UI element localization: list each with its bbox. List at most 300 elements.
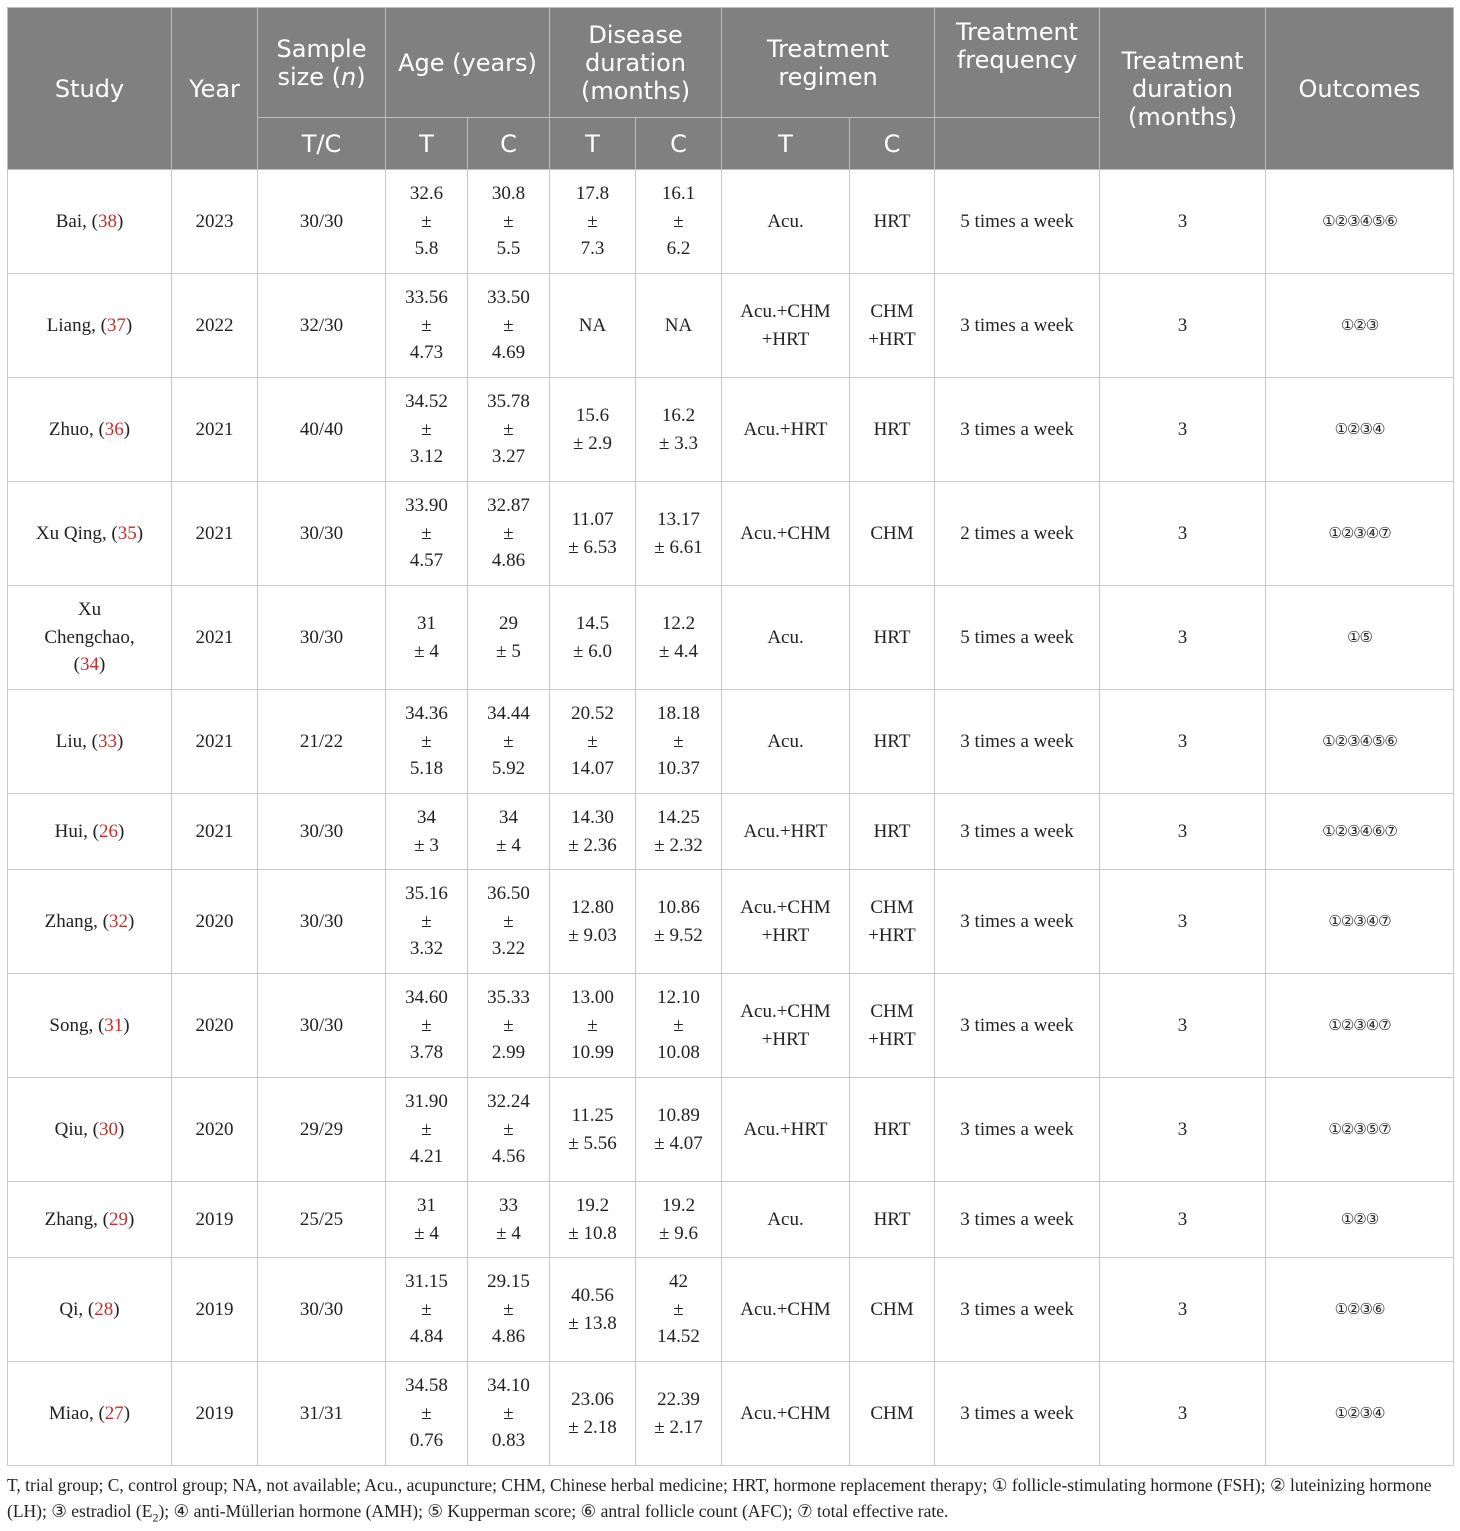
study-citation	[45, 1209, 135, 1230]
regimen-t-cell	[722, 1258, 850, 1362]
study-author: Miao, (	[48, 1402, 105, 1424]
duration-c-cell	[636, 378, 722, 482]
sample-size-cell: 30/30	[258, 170, 386, 274]
table-row	[8, 794, 1454, 870]
duration-t-cell	[550, 378, 636, 482]
regimen-t-cell-line: +HRT	[761, 328, 810, 350]
sample-size-cell: 30/30	[258, 482, 386, 586]
regimen-c-cell-line: HRT	[873, 418, 911, 440]
duration-c-cell-line: 10.08	[657, 1042, 700, 1064]
age-c-cell-line: ±	[503, 522, 514, 544]
regimen-c-cell-line: HRT	[873, 210, 911, 232]
age-t-cell-line: 4.84	[409, 1326, 444, 1348]
regimen-c-cell	[850, 1078, 935, 1182]
frequency-cell: 3 times a week	[935, 690, 1100, 794]
study-close-paren: )	[118, 1118, 125, 1140]
duration-t-cell-line: 15.6	[575, 405, 610, 426]
subheader-freq-blank	[935, 118, 1100, 170]
outcomes-cell: ①②③⑥	[1266, 1258, 1454, 1362]
outcomes-cell: ①②③④⑦	[1266, 974, 1454, 1078]
regimen-t-cell-line: Acu.+CHM	[740, 301, 831, 322]
col-header-treatment-regimen: Treatment regimen	[722, 8, 935, 118]
age-c-cell-line: ± 4	[496, 1222, 521, 1244]
duration-c-cell-line: NA	[664, 314, 693, 336]
age-t-cell	[386, 378, 468, 482]
regimen-c-cell-line: CHM	[870, 897, 914, 918]
outcomes-cell: ①②③④⑤⑥	[1266, 170, 1454, 274]
regimen-c-cell-line: HRT	[873, 820, 911, 842]
treatment-duration-cell: 3	[1100, 1182, 1266, 1258]
age-c-cell-line: 29	[499, 613, 518, 634]
age-c-cell	[468, 170, 550, 274]
study-author: Song, (	[49, 1014, 105, 1036]
reference-link[interactable]: 36	[104, 418, 124, 440]
regimen-c-cell	[850, 690, 935, 794]
subheader-dur-c: C	[636, 118, 722, 170]
age-c-cell-line: ±	[503, 418, 514, 440]
duration-t-cell	[550, 794, 636, 870]
study-cell	[8, 1258, 172, 1362]
study-author: Zhuo, (	[48, 418, 105, 440]
duration-t-cell-line: ± 5.56	[568, 1132, 617, 1154]
table-footnote: T, trial group; C, control group; NA, not available; Acu., acupuncture; CHM, Chinese herbal medicine; HRT, hormone replacement therapy; ① follicle-stimulating hormone (FSH); ② luteinizing hormone (LH); ③ estradiol $(E_2)$; ④ anti-Müllerian hormone (AMH); ⑤ Kupperman score; ⑥ antral follicle count (AFC); ⑦ total effective rate.	[7, 1475, 1432, 1525]
study-author-line: Chengchao,	[44, 626, 135, 648]
study-cell	[8, 482, 172, 586]
treatment-duration-cell: 3	[1100, 690, 1266, 794]
frequency-cell: 3 times a week	[935, 794, 1100, 870]
regimen-t-cell	[722, 870, 850, 974]
duration-c-cell-line: ± 2.17	[654, 1416, 703, 1438]
age-c-cell	[468, 794, 550, 870]
reference-link[interactable]: 29	[109, 1208, 129, 1230]
outcomes-cell: ①②③④⑦	[1266, 482, 1454, 586]
subheader-tc: T/C	[258, 118, 386, 170]
duration-t-cell-line: ± 2.9	[573, 432, 612, 454]
age-c-cell	[468, 690, 550, 794]
age-c-cell	[468, 1258, 550, 1362]
age-t-cell-line: 33.90	[405, 495, 448, 517]
study-close-paren: )	[99, 654, 106, 676]
duration-c-cell-line: 10.37	[657, 758, 700, 780]
age-c-cell-line: 0.83	[491, 1430, 526, 1452]
outcomes-cell: ①②③	[1266, 1182, 1454, 1258]
age-t-cell-line: ± 3	[414, 834, 439, 856]
duration-c-cell-line: ± 3.3	[659, 432, 698, 454]
study-close-paren: )	[125, 314, 133, 336]
age-t-cell-line: 3.78	[409, 1042, 444, 1064]
duration-c-cell-line: 6.2	[666, 238, 691, 260]
age-c-cell-line: ±	[503, 1014, 514, 1036]
duration-c-cell-line: ± 6.61	[654, 536, 703, 558]
col-header-sample-size: Sample size (n)	[258, 8, 386, 118]
regimen-t-cell-line: Acu.+CHM	[740, 897, 831, 918]
frequency-cell: 5 times a week	[935, 170, 1100, 274]
frequency-cell: 5 times a week	[935, 586, 1100, 690]
age-t-cell-line: 5.8	[414, 238, 439, 260]
duration-c-cell	[636, 870, 722, 974]
duration-c-cell-line: ±	[673, 1298, 684, 1320]
regimen-t-cell-line: Acu.+CHM	[740, 1402, 831, 1424]
regimen-c-cell-line: HRT	[873, 730, 911, 752]
duration-t-cell-line: 19.2	[575, 1195, 610, 1216]
frequency-cell: 3 times a week	[935, 870, 1100, 974]
duration-t-cell-line: 23.06	[571, 1389, 614, 1410]
age-c-cell-line: 34	[499, 807, 518, 828]
regimen-c-cell	[850, 378, 935, 482]
duration-t-cell-line: ±	[587, 210, 598, 232]
study-citation	[74, 654, 106, 675]
subheader-dur-t: T	[550, 118, 636, 170]
table-row	[8, 690, 1454, 794]
study-cell	[8, 378, 172, 482]
regimen-c-cell	[850, 170, 935, 274]
duration-t-cell-line: 17.8	[575, 183, 610, 205]
sample-size-cell: 30/30	[258, 1258, 386, 1362]
age-t-cell-line: ±	[421, 910, 432, 932]
reference-link[interactable]: 38	[97, 210, 117, 232]
duration-c-cell-line: 12.10	[657, 987, 700, 1009]
age-t-cell-line: 32.6	[409, 183, 444, 205]
regimen-c-cell-line: CHM	[870, 522, 914, 544]
regimen-c-cell	[850, 482, 935, 586]
age-t-cell-line: 34.60	[405, 987, 448, 1009]
year-cell: 2021	[172, 794, 258, 870]
reference-link[interactable]: 28	[94, 1298, 114, 1320]
duration-t-cell	[550, 586, 636, 690]
col-header-treatment-duration: Treatment duration (months)	[1100, 8, 1266, 170]
regimen-c-cell	[850, 586, 935, 690]
duration-c-cell-line: 13.17	[657, 509, 700, 530]
duration-t-cell	[550, 974, 636, 1078]
reference-link[interactable]: 32	[109, 910, 129, 932]
age-t-cell-line: 35.16	[405, 883, 448, 905]
regimen-t-cell	[722, 1362, 850, 1466]
regimen-c-cell-line: CHM	[870, 1402, 914, 1424]
duration-t-cell-line: 14.07	[571, 758, 614, 780]
outcomes-cell: ①⑤	[1266, 586, 1454, 690]
age-c-cell	[468, 974, 550, 1078]
age-c-cell-line: ± 5	[496, 640, 521, 662]
study-author: Bai, (	[55, 210, 98, 232]
regimen-t-cell-line: Acu.+CHM	[740, 1298, 831, 1320]
study-author: Qi, (	[59, 1298, 95, 1320]
regimen-t-cell-line: Acu.	[767, 626, 804, 648]
age-t-cell-line: ±	[421, 1014, 432, 1036]
regimen-c-cell-line: CHM	[870, 1298, 914, 1320]
col-header-year: Year	[172, 8, 258, 170]
age-t-cell-line: 34.52	[405, 391, 448, 413]
table-row	[8, 1078, 1454, 1182]
subheader-reg-t: T	[722, 118, 850, 170]
regimen-c-cell-line: HRT	[873, 626, 911, 648]
age-t-cell-line: 5.18	[409, 758, 444, 780]
age-t-cell-line: ±	[421, 1298, 432, 1320]
age-c-cell-line: ±	[503, 1118, 514, 1140]
regimen-t-cell-line: Acu.	[767, 730, 804, 752]
outcomes-cell: ①②③④⑥⑦	[1266, 794, 1454, 870]
study-author: Liu, (	[55, 730, 98, 752]
duration-t-cell-line: 10.99	[571, 1042, 614, 1064]
age-t-cell-line: 3.12	[409, 446, 444, 468]
age-c-cell	[468, 482, 550, 586]
study-cell	[8, 974, 172, 1078]
study-citation	[56, 211, 124, 232]
age-t-cell-line: 31	[417, 613, 436, 634]
age-t-cell-line: ±	[421, 522, 432, 544]
treatment-duration-cell: 3	[1100, 1258, 1266, 1362]
frequency-cell: 3 times a week	[935, 1362, 1100, 1466]
duration-c-cell	[636, 274, 722, 378]
year-cell: 2019	[172, 1362, 258, 1466]
age-t-cell-line: ±	[421, 730, 432, 752]
table-container	[7, 7, 1453, 1531]
duration-t-cell-line: 7.3	[580, 238, 605, 260]
age-c-cell-line: 30.8	[491, 183, 526, 205]
reference-link[interactable]: 30	[99, 1118, 118, 1140]
regimen-c-cell	[850, 274, 935, 378]
regimen-t-cell	[722, 586, 850, 690]
frequency-cell: 3 times a week	[935, 378, 1100, 482]
duration-c-cell-line: 14.52	[657, 1326, 700, 1348]
age-t-cell-line: ±	[421, 210, 432, 232]
treatment-duration-cell: 3	[1100, 378, 1266, 482]
treatment-duration-cell: 3	[1100, 1362, 1266, 1466]
col-header-age: Age (years)	[386, 8, 550, 118]
age-c-cell-line: ±	[503, 314, 514, 336]
age-t-cell	[386, 690, 468, 794]
duration-c-cell-line: 16.2	[661, 405, 696, 426]
duration-t-cell-line: ± 2.36	[568, 834, 617, 856]
age-t-cell	[386, 482, 468, 586]
age-c-cell-line: 4.56	[491, 1146, 526, 1168]
duration-c-cell-line: ±	[673, 210, 684, 232]
duration-c-cell-line: ±	[673, 1014, 684, 1036]
study-close-paren: )	[123, 1014, 130, 1036]
duration-c-cell-line: 22.39	[657, 1389, 700, 1410]
treatment-duration-cell: 3	[1100, 274, 1266, 378]
duration-c-cell-line: 16.1	[661, 183, 696, 205]
age-t-cell	[386, 870, 468, 974]
age-c-cell-line: 36.50	[487, 883, 530, 905]
regimen-c-cell-line: HRT	[873, 1208, 911, 1230]
age-t-cell-line: 0.76	[409, 1430, 444, 1452]
regimen-t-cell-line: Acu.	[767, 1208, 804, 1230]
frequency-cell: 3 times a week	[935, 1258, 1100, 1362]
study-author: Zhang, (	[44, 910, 110, 932]
duration-c-cell	[636, 482, 722, 586]
reference-link[interactable]: 35	[117, 522, 137, 544]
duration-t-cell-line: 12.80	[571, 897, 614, 918]
age-t-cell-line: 34.58	[405, 1375, 448, 1397]
study-cell	[8, 794, 172, 870]
table-row	[8, 1182, 1454, 1258]
table-row	[8, 974, 1454, 1078]
regimen-t-cell-line: +HRT	[761, 924, 810, 946]
regimen-t-cell-line: Acu.+HRT	[743, 418, 828, 440]
age-t-cell-line: 4.21	[409, 1146, 444, 1168]
age-c-cell-line: 4.69	[491, 342, 526, 364]
age-t-cell-line: 4.57	[409, 550, 444, 572]
age-t-cell-line: ±	[421, 314, 432, 336]
year-cell: 2022	[172, 274, 258, 378]
age-t-cell	[386, 974, 468, 1078]
year-cell: 2021	[172, 378, 258, 482]
age-t-cell	[386, 1078, 468, 1182]
age-t-cell-line: ±	[421, 1402, 432, 1424]
reference-link[interactable]: 37	[106, 314, 126, 336]
reference-link[interactable]: 34	[80, 654, 99, 676]
duration-t-cell-line: ±	[587, 730, 598, 752]
duration-t-cell-line: 14.5	[575, 613, 610, 634]
duration-t-cell-line: 11.25	[571, 1105, 614, 1126]
age-c-cell-line: 5.92	[491, 758, 526, 780]
age-c-cell-line: 33	[499, 1195, 518, 1216]
study-close-paren: )	[128, 910, 135, 932]
age-t-cell-line: ± 4	[414, 640, 439, 662]
subheader-reg-c: C	[850, 118, 935, 170]
study-close-paren: )	[116, 210, 124, 232]
duration-t-cell-line: ± 6.0	[573, 640, 612, 662]
duration-t-cell	[550, 274, 636, 378]
regimen-c-cell	[850, 1258, 935, 1362]
table-row	[8, 1362, 1454, 1466]
outcomes-cell: ①②③④	[1266, 378, 1454, 482]
reference-link[interactable]: 26	[99, 820, 118, 842]
table-row	[8, 274, 1454, 378]
frequency-cell: 2 times a week	[935, 482, 1100, 586]
treatment-duration-cell: 3	[1100, 794, 1266, 870]
col-header-disease-duration: Disease duration (months)	[550, 8, 722, 118]
study-cell	[8, 690, 172, 794]
year-cell: 2020	[172, 870, 258, 974]
age-c-cell-line: ±	[503, 910, 514, 932]
study-author: Liang, (	[46, 314, 107, 336]
data-table	[7, 7, 1454, 1466]
duration-t-cell-line: 20.52	[571, 703, 614, 725]
study-cell	[8, 870, 172, 974]
duration-t-cell	[550, 690, 636, 794]
study-author: Zhang, (	[44, 1208, 110, 1230]
regimen-c-cell	[850, 1182, 935, 1258]
outcomes-cell: ①②③④	[1266, 1362, 1454, 1466]
table-row	[8, 1258, 1454, 1362]
sample-size-cell: 30/30	[258, 974, 386, 1078]
duration-t-cell-line: 13.00	[571, 987, 614, 1009]
frequency-cell: 3 times a week	[935, 974, 1100, 1078]
duration-c-cell-line: ± 9.6	[659, 1222, 698, 1244]
duration-t-cell-line: ± 10.8	[568, 1222, 617, 1244]
age-c-cell-line: ±	[503, 1298, 514, 1320]
study-cell	[8, 1182, 172, 1258]
regimen-t-cell-line: Acu.	[767, 210, 804, 232]
regimen-t-cell-line: Acu.+CHM	[740, 522, 831, 544]
table-row	[8, 482, 1454, 586]
age-t-cell	[386, 586, 468, 690]
sample-size-cell: 40/40	[258, 378, 386, 482]
study-cell	[8, 274, 172, 378]
age-c-cell	[468, 1182, 550, 1258]
duration-t-cell-line: 14.30	[571, 807, 614, 828]
study-author: Hui, (	[54, 820, 99, 842]
subheader-age-t: T	[386, 118, 468, 170]
regimen-c-cell-line: CHM	[870, 301, 914, 322]
age-c-cell-line: 4.86	[491, 550, 526, 572]
regimen-t-cell	[722, 1078, 850, 1182]
study-close-paren: )	[123, 1402, 131, 1424]
regimen-t-cell	[722, 378, 850, 482]
outcomes-cell: ①②③⑤⑦	[1266, 1078, 1454, 1182]
age-c-cell-line: 33.50	[487, 287, 530, 309]
regimen-t-cell-line: +HRT	[761, 1028, 810, 1050]
header-row-1	[8, 8, 1454, 118]
col-header-outcomes: Outcomes	[1266, 8, 1454, 170]
year-cell: 2019	[172, 1182, 258, 1258]
frequency-cell: 3 times a week	[935, 1078, 1100, 1182]
study-close-paren: )	[113, 1298, 120, 1320]
sample-size-cell: 30/30	[258, 586, 386, 690]
age-c-cell	[468, 378, 550, 482]
study-citation	[49, 1403, 130, 1424]
col-header-treatment-frequency: Treatment frequency	[935, 8, 1100, 118]
duration-c-cell-line: ±	[673, 730, 684, 752]
reference-link[interactable]: 31	[104, 1014, 124, 1036]
year-cell: 2020	[172, 1078, 258, 1182]
duration-c-cell	[636, 690, 722, 794]
sample-size-cell: 30/30	[258, 794, 386, 870]
age-c-cell	[468, 1078, 550, 1182]
age-t-cell-line: 3.32	[409, 938, 444, 960]
table-row	[8, 586, 1454, 690]
age-c-cell-line: 2.99	[491, 1042, 526, 1064]
age-c-cell	[468, 1362, 550, 1466]
age-t-cell	[386, 274, 468, 378]
age-c-cell-line: ±	[503, 1402, 514, 1424]
regimen-t-cell	[722, 482, 850, 586]
duration-c-cell-line: ± 9.52	[654, 924, 703, 946]
age-c-cell-line: ±	[503, 210, 514, 232]
duration-t-cell-line: 11.07	[571, 509, 614, 530]
frequency-cell: 3 times a week	[935, 1182, 1100, 1258]
age-c-cell-line: ± 4	[496, 834, 521, 856]
year-cell: 2020	[172, 974, 258, 1078]
regimen-t-cell	[722, 1182, 850, 1258]
reference-link[interactable]: 27	[104, 1402, 124, 1424]
age-c-cell-line: 34.44	[487, 703, 530, 725]
duration-c-cell-line: 19.2	[661, 1195, 696, 1216]
age-t-cell-line: 31.15	[405, 1271, 448, 1293]
duration-c-cell	[636, 1182, 722, 1258]
study-author-line: Xu	[77, 599, 102, 621]
study-author: Qiu, (	[54, 1118, 99, 1140]
duration-t-cell-line: ± 6.53	[568, 536, 617, 558]
age-t-cell	[386, 1258, 468, 1362]
treatment-duration-cell: 3	[1100, 586, 1266, 690]
age-c-cell-line: 3.27	[491, 446, 526, 468]
regimen-c-cell-line: +HRT	[868, 1028, 916, 1050]
age-t-cell-line: 31.90	[405, 1091, 448, 1113]
duration-c-cell-line: 10.89	[657, 1105, 700, 1126]
duration-t-cell-line: ±	[587, 1014, 598, 1036]
duration-t-cell	[550, 170, 636, 274]
study-citation	[55, 1119, 125, 1140]
duration-c-cell	[636, 1362, 722, 1466]
study-citation	[59, 1299, 119, 1320]
year-cell: 2021	[172, 586, 258, 690]
age-c-cell-line: 32.24	[487, 1091, 530, 1113]
regimen-t-cell-line: Acu.+HRT	[743, 1118, 828, 1140]
reference-link[interactable]: 33	[97, 730, 117, 752]
age-c-cell	[468, 274, 550, 378]
